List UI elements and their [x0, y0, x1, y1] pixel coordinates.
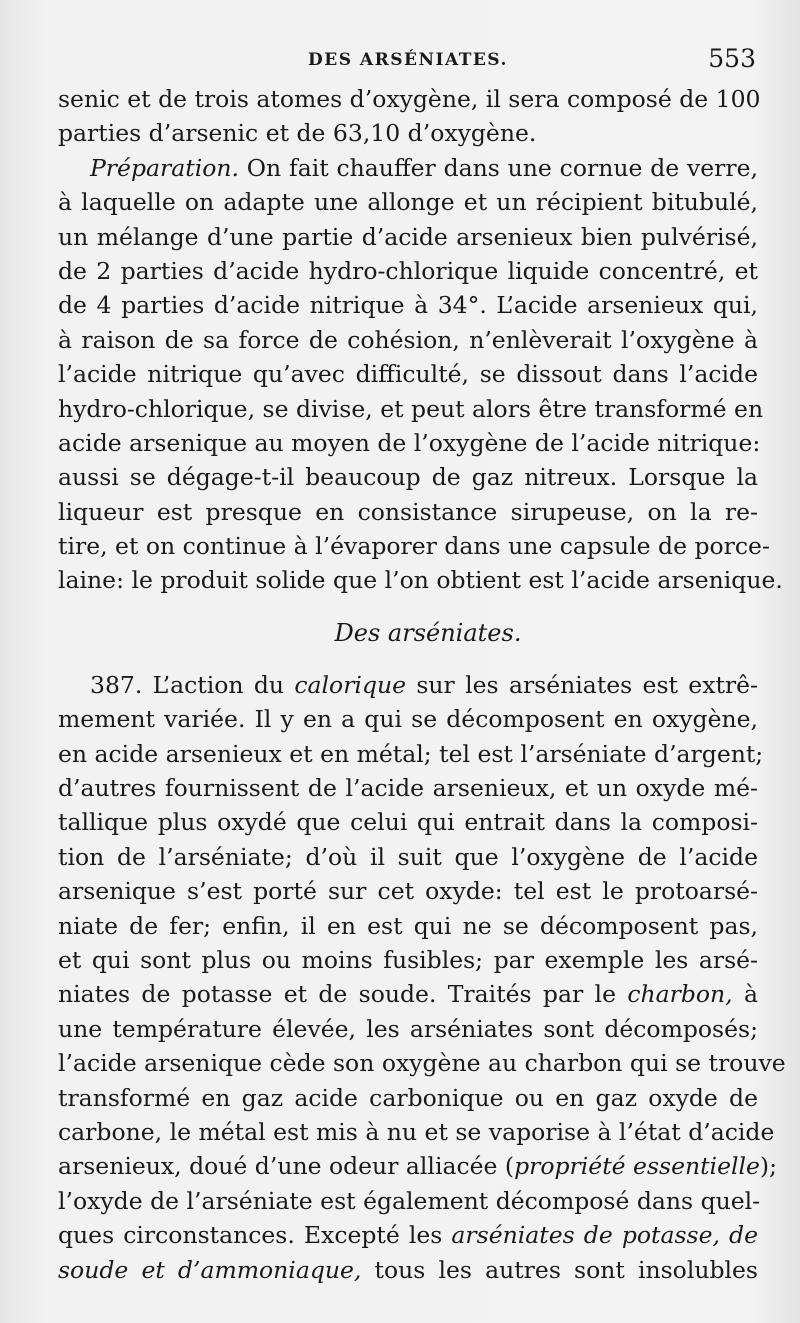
text-segment: 387. L’action du [90, 670, 295, 699]
text-segment: hydro-chlorique, se divise, et peut alors être transformé en [58, 394, 764, 423]
text-segment: ); [759, 1152, 778, 1181]
text-line [58, 977, 758, 1011]
text-segment: mement variée. Il y en a qui se décomposent en oxygène, [58, 705, 758, 734]
text-segment: l’acide nitrique qu’avec difficulté, se dissout dans l’acide [58, 360, 758, 389]
text-line [58, 116, 758, 150]
text-line [58, 426, 761, 460]
italic-text: charbon, [627, 980, 733, 1009]
text-segment: l’oxyde de l’arséniate est également décomposé dans quel- [58, 1186, 761, 1215]
text-segment: tallique plus oxydé que celui qui entrait dans la composi- [58, 808, 758, 837]
text-line [58, 1149, 778, 1183]
text-line [58, 529, 770, 563]
text-line [58, 737, 764, 771]
text-line [58, 495, 758, 529]
text-segment: laine: le produit solide que l’on obtient est l’acide arsenique. [58, 566, 783, 595]
text-line [58, 702, 758, 736]
section-title: Des arséniates. [334, 618, 522, 647]
text-segment: à laquelle on adapte une allonge et un récipient bitubulé, [58, 188, 758, 217]
text-line [58, 1012, 758, 1046]
text-line [58, 771, 758, 805]
page-number: 553 [708, 44, 756, 73]
text-line [58, 1253, 758, 1287]
body-text [58, 82, 786, 1287]
page-header [58, 44, 758, 74]
text-segment: ques circonstances. Excepté les [58, 1221, 452, 1250]
text-line [58, 220, 758, 254]
text-segment: sur les arséniates est extrê- [406, 670, 758, 699]
text-segment: de 2 parties d’acide hydro-chlorique liquide concentré, et [58, 256, 758, 285]
text-line [58, 1081, 758, 1115]
text-segment: d’autres fournissent de l’acide arsenieux, et un oxyde mé- [58, 774, 758, 803]
italic-text: arséniates de potasse, de [451, 1221, 758, 1250]
text-segment: à raison de sa force de cohésion, n’enlèverait l’oxygène à [58, 325, 758, 354]
text-segment: tire, et on continue à l’évaporer dans une capsule de porce- [58, 532, 770, 561]
text-line [58, 840, 758, 874]
text-segment: On fait chauffer dans une cornue de verre, [238, 153, 758, 182]
italic-text: propriété essentielle [514, 1152, 760, 1181]
text-segment: liqueur est presque en consistance sirupeuse, on la re- [58, 497, 758, 526]
text-line [58, 943, 758, 977]
text-line [58, 1184, 761, 1218]
text-segment: arsenieux, doué d’une odeur alliacée ( [58, 1152, 515, 1181]
text-line [58, 460, 758, 494]
text-segment: un mélange d’une partie d’acide arsenieux bien pulvérisé, [58, 222, 758, 251]
text-line [58, 151, 758, 185]
text-line [58, 1218, 758, 1252]
text-segment: acide arsenique au moyen de l’oxygène de l’acide nitrique: [58, 428, 761, 457]
text-line [58, 323, 758, 357]
text-segment: et qui sont plus ou moins fusibles; par exemple les arsé- [58, 945, 758, 974]
text-segment: tion de l’arséniate; d’où il suit que l’oxygène de l’acide [58, 842, 758, 871]
text-line [58, 563, 783, 597]
running-head: DES ARSÉNIATES. [308, 50, 508, 70]
text-segment: en acide arsenieux et en métal; tel est l’arséniate d’argent; [58, 739, 764, 768]
text-line [58, 288, 758, 322]
text-segment: carbone, le métal est mis à nu et se vaporise à l’état d’acide [58, 1117, 775, 1146]
italic-text: Préparation. [90, 153, 239, 182]
text-line [58, 874, 758, 908]
text-segment: parties d’arsenic et de 63,10 d’oxygène. [58, 119, 537, 148]
text-line [58, 909, 758, 943]
text-segment: senic et de trois atomes d’oxygène, il sera composé de 100 [58, 85, 761, 113]
text-segment: à [732, 980, 758, 1009]
italic-text: soude et d’ammoniaque, [58, 1255, 362, 1284]
text-line [58, 668, 758, 702]
text-line [58, 1046, 786, 1080]
text-line [58, 392, 764, 426]
italic-text: calorique [294, 670, 407, 699]
text-line [58, 805, 758, 839]
text-line [58, 185, 758, 219]
text-segment: une température élevée, les arséniates sont décomposés; [58, 1014, 758, 1043]
text-line [58, 357, 758, 391]
text-segment: niates de potasse et de soude. Traités par le [58, 980, 628, 1009]
text-segment: aussi se dégage-t-il beaucoup de gaz nitreux. Lorsque la [58, 463, 758, 492]
text-segment: tous les autres sont insolubles [361, 1255, 758, 1284]
text-line [58, 1115, 775, 1149]
text-segment: de 4 parties d’acide nitrique à 34°. L’acide arsenieux qui, [58, 291, 758, 320]
text-line [58, 82, 761, 116]
text-line [58, 254, 758, 288]
text-segment: niate de fer; enfin, il en est qui ne se décomposent pas, [58, 911, 758, 940]
text-segment: l’acide arsenique cède son oxygène au charbon qui se trouve [58, 1049, 786, 1078]
text-segment: transformé en gaz acide carbonique ou en gaz oxyde de [58, 1083, 758, 1112]
text-segment: arsenique s’est porté sur cet oxyde: tel est le protoarsé- [58, 877, 758, 906]
